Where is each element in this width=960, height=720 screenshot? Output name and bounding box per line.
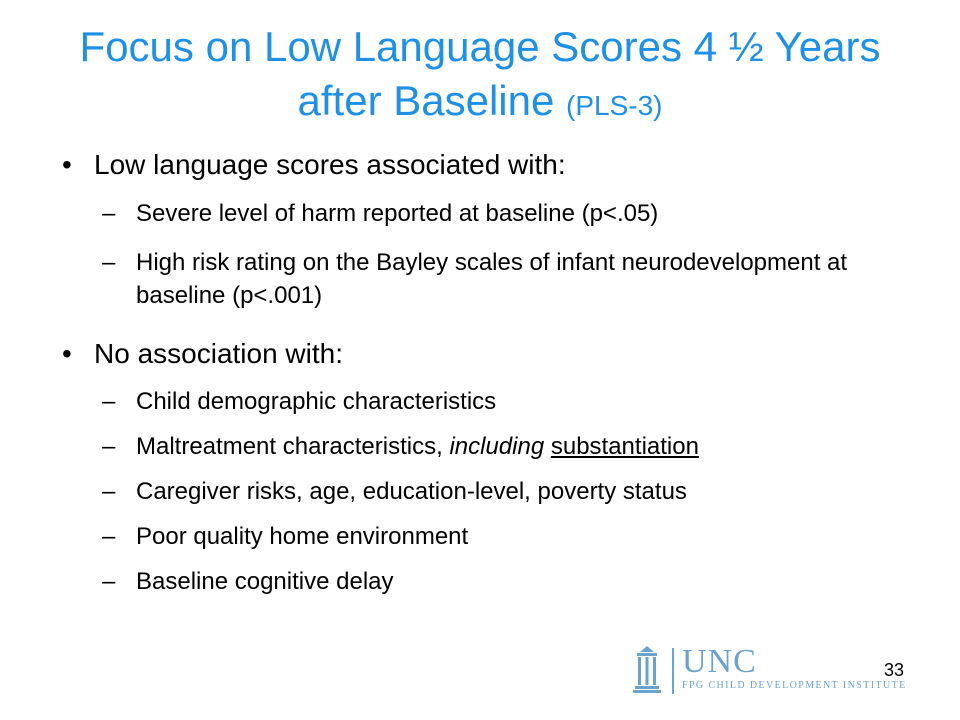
dash-glyph: – [102, 388, 116, 415]
logo-unc: UNC [682, 643, 757, 680]
sub-bullet-text: Severe level of harm reported at baseline (p<.05) [136, 200, 659, 227]
sub-bullet-text [136, 430, 902, 463]
dash-glyph: – [102, 568, 116, 595]
bullet-dot: • [62, 338, 72, 369]
sub-bullet-text: High risk rating on the Bayley scales of infant neurodevelopment at baseline (p<.001) [136, 249, 848, 309]
slide-title-main: Focus on Low Language Scores 4 ½ Years after Baseline [79, 23, 881, 124]
bullet-heading: No association with: [94, 338, 344, 369]
bullet-no-association [62, 337, 343, 371]
dash-glyph: – [102, 249, 116, 276]
sub-bullet [102, 475, 902, 508]
sub-bullet [102, 385, 902, 418]
old-well-icon [632, 644, 662, 694]
sub-bullet-text: Child demographic characteristics [136, 388, 497, 415]
bullet-heading: Low language scores associated with: [94, 149, 566, 180]
logo-divider [672, 648, 674, 694]
sub-bullet [102, 520, 902, 553]
text-underlined: substantiation [550, 433, 699, 460]
sub-bullet-text: Poor quality home environment [136, 523, 469, 550]
bullet-dot: • [62, 149, 72, 180]
logo-subtitle: FPG CHILD DEVELOPMENT INSTITUTE [682, 680, 907, 691]
text-space [544, 433, 551, 460]
text-italic: including [449, 433, 545, 460]
sub-bullet [102, 430, 902, 463]
page-number: 33 [884, 660, 905, 680]
dash-glyph: – [102, 523, 116, 550]
slide-title-sub: (PLS-3) [566, 90, 663, 121]
dash-glyph: – [102, 433, 116, 460]
text-prefix: Maltreatment characteristics, [136, 433, 450, 460]
sub-bullet [102, 565, 902, 598]
sub-bullet [102, 197, 902, 230]
sub-bullet-text: Caregiver risks, age, education-level, poverty status [136, 478, 687, 505]
sub-bullet-text: Baseline cognitive delay [136, 568, 394, 595]
dash-glyph: – [102, 478, 116, 505]
slide-title [60, 20, 900, 133]
bullet-low-language [62, 148, 566, 182]
dash-glyph: – [102, 200, 116, 227]
sub-bullet [102, 246, 902, 312]
